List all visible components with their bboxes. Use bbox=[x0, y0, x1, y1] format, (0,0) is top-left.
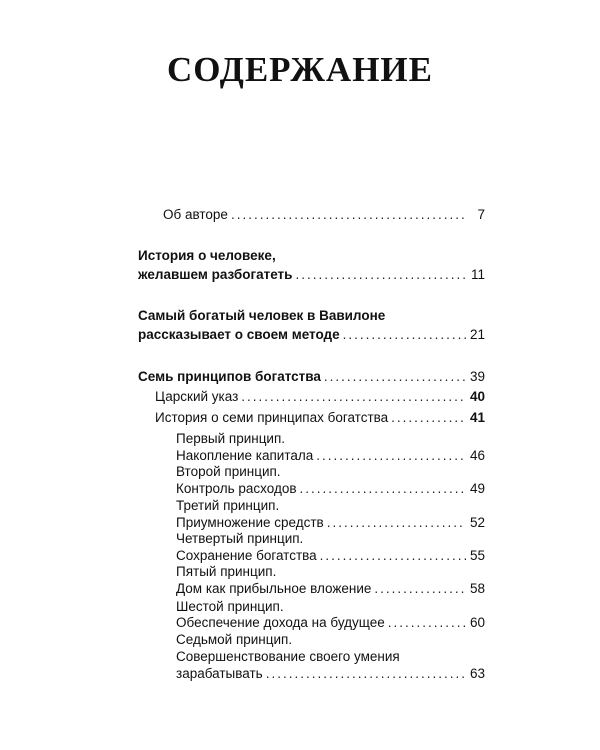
toc-entry-story-man bbox=[138, 265, 485, 285]
toc-page-number: 60 bbox=[469, 615, 485, 630]
toc-label: рассказывает о своем методе bbox=[138, 327, 340, 342]
toc-entry-p7 bbox=[176, 664, 485, 684]
toc-entry-p5 bbox=[176, 579, 485, 599]
toc-label: желавшем разбогатеть bbox=[138, 267, 293, 282]
toc-entry-p7-line1: Седьмой принцип. bbox=[176, 632, 293, 647]
toc-label: Контроль расходов bbox=[176, 481, 297, 496]
dot-leader bbox=[327, 513, 466, 533]
toc-entry-p6-line1: Шестой принцип. bbox=[176, 599, 284, 614]
toc-label: Об авторе bbox=[163, 207, 228, 222]
dot-leader bbox=[391, 408, 466, 428]
toc-entry-richest-man-line1: Самый богатый человек в Вавилоне bbox=[138, 308, 386, 323]
toc-page-number: 7 bbox=[477, 207, 485, 222]
dot-leader bbox=[241, 387, 466, 407]
toc-page-number: 52 bbox=[469, 515, 485, 530]
toc-page-number: 55 bbox=[469, 548, 485, 563]
toc-entry-p1-line1: Первый принцип. bbox=[176, 431, 286, 446]
toc-entry-p2-line1: Второй принцип. bbox=[176, 464, 281, 479]
toc-entry-seven-principles bbox=[138, 367, 485, 387]
toc-label: зарабатывать bbox=[176, 666, 263, 681]
toc-label: Царский указ bbox=[155, 389, 239, 404]
dot-leader bbox=[231, 205, 466, 225]
toc-label: Сохранение богатства bbox=[176, 548, 317, 563]
toc-label: Обеспечение дохода на будущее bbox=[176, 615, 385, 630]
dot-leader bbox=[388, 613, 466, 633]
toc-page-number: 11 bbox=[470, 267, 485, 282]
toc-label: Накопление капитала bbox=[176, 448, 314, 463]
page-title: СОДЕРЖАНИЕ bbox=[166, 50, 433, 89]
toc-entry-royal-decree bbox=[155, 387, 485, 407]
dot-leader bbox=[300, 479, 466, 499]
toc-label: Семь принципов богатства bbox=[138, 369, 321, 384]
toc-page-number: 63 bbox=[469, 666, 485, 681]
toc-entry-p3-line1: Третий принцип. bbox=[176, 498, 280, 513]
toc-page-number: 41 bbox=[469, 410, 485, 425]
dot-leader bbox=[266, 664, 466, 684]
dot-leader bbox=[343, 325, 466, 345]
toc-page-number: 40 bbox=[469, 389, 485, 404]
toc-entry-story-man-line1: История о человеке, bbox=[138, 248, 276, 263]
dot-leader bbox=[316, 446, 466, 466]
toc-entry-p5-line1: Пятый принцип. bbox=[176, 564, 277, 579]
toc-page-number: 58 bbox=[469, 581, 485, 596]
toc-label: Приумножение средств bbox=[176, 515, 324, 530]
dot-leader bbox=[295, 265, 466, 285]
dot-leader bbox=[324, 367, 466, 387]
toc-page-number: 39 bbox=[469, 369, 485, 384]
dot-leader bbox=[320, 546, 466, 566]
toc-entry-p7-line2: Совершенствование своего умения bbox=[176, 649, 400, 664]
toc-entry-p4-line1: Четвертый принцип. bbox=[176, 531, 304, 546]
toc-label: Дом как прибыльное вложение bbox=[176, 581, 372, 596]
toc-entry-richest-man bbox=[138, 325, 485, 345]
toc-entry-story-seven bbox=[155, 408, 485, 428]
toc-entry-about-author bbox=[163, 205, 485, 225]
toc-page-number: 46 bbox=[469, 448, 485, 463]
toc-page-number: 21 bbox=[469, 327, 485, 342]
toc-label: История о семи принципах богатства bbox=[155, 410, 389, 425]
dot-leader bbox=[374, 579, 466, 599]
toc-page-number: 49 bbox=[469, 481, 485, 496]
